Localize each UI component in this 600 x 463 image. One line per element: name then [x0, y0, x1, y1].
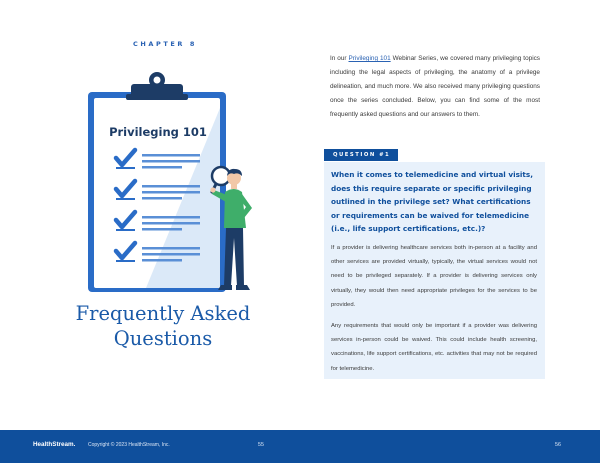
intro-text-rest: Webinar Series, we covered many privileging topics including the legal aspects of privileging, the anatomy of a privilege delineation, and much more. We also received many privileging questions once the series concluded. Below, you can find some of the most frequently asked questions and our answers to them.: [330, 55, 541, 118]
footer-bar: [0, 430, 600, 463]
intro-text-start: In our: [330, 55, 349, 62]
question-text: When it comes to telemedicine and virtual visits, does this require separate or specific privileging outlined in the privilege set? What certifications or requirements can be waived for telemedicine (i.e., life support certifications, etc.)?: [331, 170, 534, 233]
copyright-text: Copyright © 2023 HealthStream, Inc.: [88, 442, 170, 448]
faq-title: [40, 301, 286, 351]
privileging-101-link[interactable]: Privileging 101: [348, 55, 391, 62]
question-answer-box: [324, 162, 545, 379]
answer-paragraph-2: Any requirements that would only be important if a provider was delivering services in-person could be waived. This could include health screening, vaccinations, life support certifications, etc. activities that may not be required for telemedicine.: [331, 322, 537, 372]
faq-title-line-2: Questions: [113, 327, 213, 350]
page-number-right: 56: [555, 442, 561, 448]
page-number-left: 55: [258, 442, 264, 448]
board-title: Privileging 101: [109, 125, 207, 139]
question-label: QUESTION #1: [324, 149, 398, 161]
chapter-label: CHAPTER 8: [132, 40, 198, 48]
answer-paragraph-1: If a provider is delivering healthcare services both in-person at a facility and other services are provided virtually, typically, the virtual services would not need to be privileged separately. If a provider is delivering services only virtually, they would then need appropriate privileges for the services to be provided.: [331, 244, 537, 309]
intro-paragraph: [330, 52, 540, 122]
clipboard-illustration: [76, 68, 276, 300]
healthstream-logo: HealthStream.: [33, 441, 76, 448]
faq-title-line-1: Frequently Asked: [75, 302, 251, 325]
